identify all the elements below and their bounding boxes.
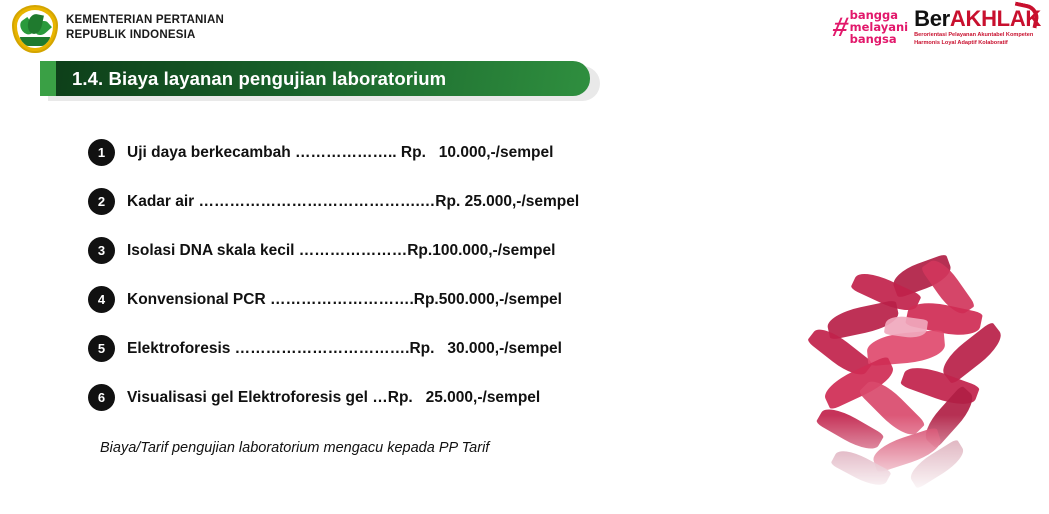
list-item (88, 226, 788, 275)
page-title: 1.4. Biaya layanan pengujian laboratorium (72, 67, 447, 89)
branding-group (829, 6, 1041, 50)
list-item-number: 5 (88, 335, 115, 362)
list-item (88, 373, 788, 422)
list-item-number: 3 (88, 237, 115, 264)
title-banner (40, 61, 590, 96)
red-flower-photo (797, 245, 1027, 510)
berakhlak-tagline-1: Berorientasi Pelayanan Akuntabel Kompeten (914, 32, 1034, 39)
list-item-label: Elektroforesis …………………………….Rp. 30.000,-/sempel (127, 339, 562, 357)
bangga-text: bangga (849, 8, 898, 23)
list-item-number: 2 (88, 188, 115, 215)
list-item (88, 177, 788, 226)
list-item-label: Kadar air …………………………………….…Rp. 25.000,-/sempel (127, 192, 580, 210)
list-item (88, 128, 788, 177)
photo-fade (797, 415, 1027, 510)
list-item-label: Visualisasi gel Elektroforesis gel …Rp. 25.000,-/sempel (127, 388, 541, 406)
list-item-label: Konvensional PCR ……………………….Rp.500.000,-/sempel (127, 290, 562, 308)
list-item-number: 1 (88, 139, 115, 166)
service-price-list (88, 128, 788, 422)
list-item-label: Isolasi DNA skala kecil …………………Rp.100.000,-/sempel (127, 241, 556, 259)
list-item-label: Uji daya berkecambah ……………….. Rp. 10.000,-/sempel (127, 143, 554, 161)
melayani-text: melayani (849, 20, 909, 35)
list-item (88, 324, 788, 373)
bangsa-text: bangsa (849, 31, 897, 46)
ministry-logo-icon (12, 5, 58, 53)
berakhlak-logo (914, 8, 1041, 47)
list-item-number: 4 (88, 286, 115, 313)
ministry-line-2: REPUBLIK INDONESIA (66, 29, 196, 42)
footnote-text: Biaya/Tarif pengujian laboratorium mengacu kepada PP Tarif (100, 440, 490, 456)
slide-header (0, 0, 1049, 58)
list-item (88, 275, 788, 324)
hashtag-icon: # (829, 12, 851, 43)
ministry-line-1: KEMENTERIAN PERTANIAN (66, 14, 224, 26)
ber-text: Ber (914, 6, 950, 32)
bangga-melayani-bangsa-logo (829, 8, 909, 46)
akhlak-text: AKHLAK (949, 6, 1041, 32)
title-banner-accent (40, 61, 56, 96)
ministry-name (66, 13, 224, 43)
berakhlak-tagline-2: Harmonis Loyal Adaptif Kolaboratif (914, 40, 1008, 46)
list-item-number: 6 (88, 384, 115, 411)
